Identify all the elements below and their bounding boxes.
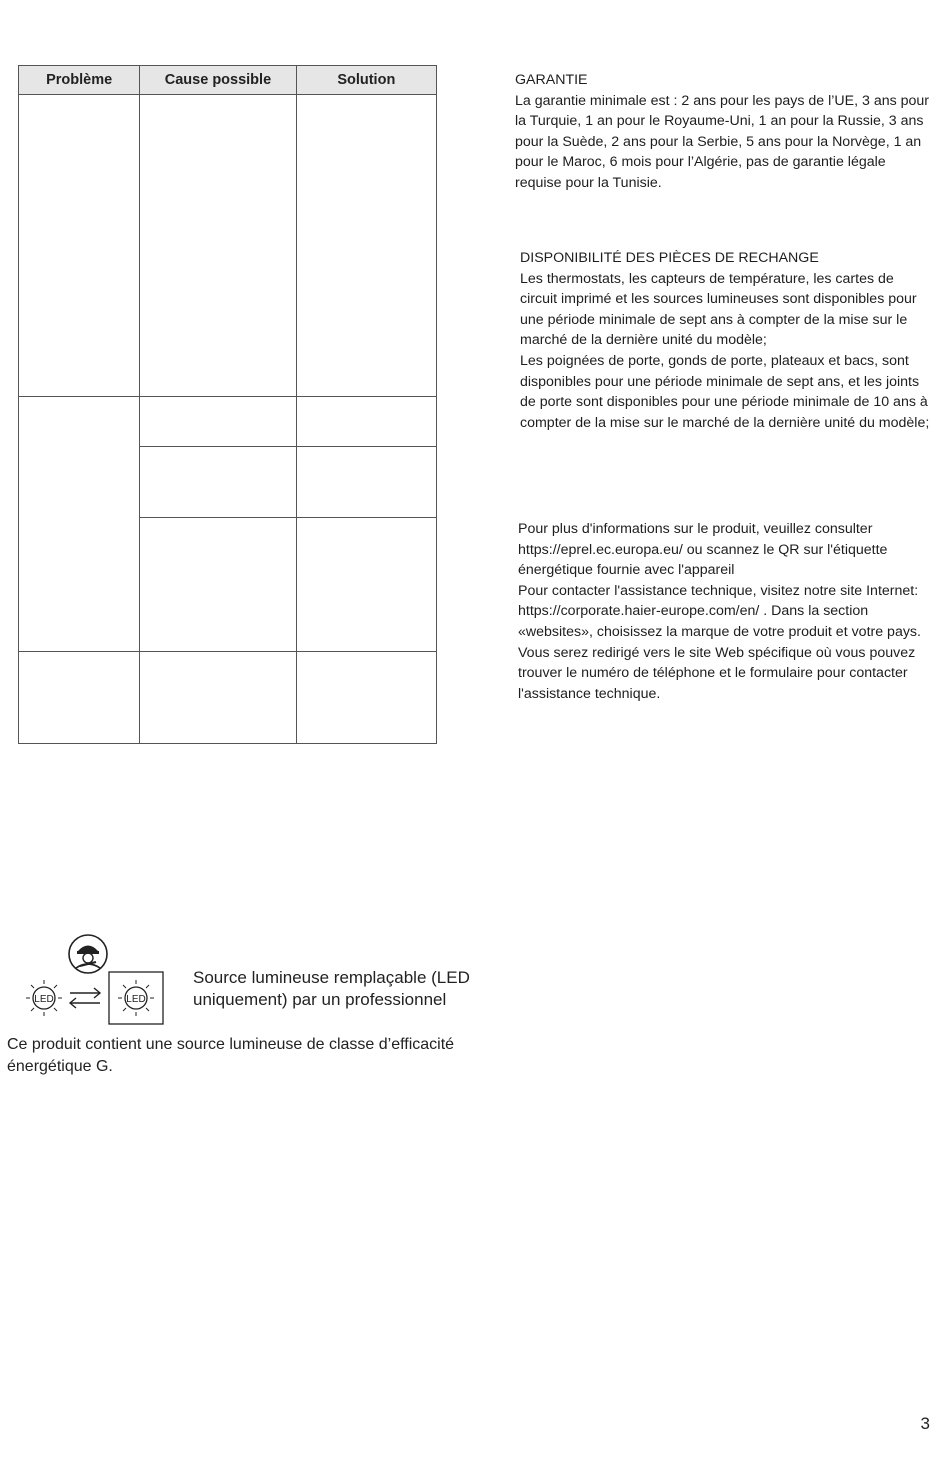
table-row — [19, 652, 437, 744]
more-info-section — [518, 519, 933, 704]
table-row — [19, 397, 437, 447]
spare-parts-paragraph: Les thermostats, les capteurs de température, les cartes de circuit imprimé et les sources lumineuses sont disponibles pour une période minimale de sept ans à compter de la mise sur le marché de la dernière unité du modèle; — [520, 270, 917, 349]
led-caption: Source lumineuse remplaçable (LED uniquement) par un professionnel — [193, 968, 470, 1009]
page-number: 3 — [920, 1414, 930, 1433]
warranty-text: La garantie minimale est : 2 ans pour les pays de l’UE, 3 ans pour la Turquie, 1 an pour le Royaume-Uni, 1 an pour la Russie, 3 ans pour la Suède, 2 ans pour la Serbie, 5 ans pour la Norvège, 1 an pour le Maroc, 6 mois pour l’Algérie, pas de garantie légale requise pour la Tunisie. — [515, 92, 930, 191]
table-cell — [19, 95, 140, 397]
table-cell — [296, 518, 436, 652]
table-cell — [296, 95, 436, 397]
header-cause-possible: Cause possible — [140, 66, 296, 95]
warranty-heading: GARANTIE — [515, 72, 588, 88]
table-row — [19, 95, 437, 397]
table-cell — [296, 447, 436, 518]
energy-class-note: Ce produit contient une source lumineuse de classe d’efficacité énergétique G. — [7, 1036, 455, 1075]
spare-parts-paragraph: Les poignées de porte, gonds de porte, plateaux et bacs, sont disponibles pour une période minimale de sept ans, et les joints de porte sont disponibles pour une période minimale de 10 ans à compter de la mise sur le marché de la dernière unité du modèle; — [520, 352, 930, 431]
svg-text:LED: LED — [34, 994, 54, 1005]
table-cell — [140, 397, 296, 447]
table-cell — [140, 447, 296, 518]
more-info-paragraph: Pour plus d'informations sur le produit, veuillez consulter https://eprel.ec.europa.eu/ ou scannez le QR sur l'étiquette énergétique fournie avec l'appareil — [518, 521, 888, 579]
led-bulb-right-icon — [109, 972, 163, 1024]
spare-parts-section — [520, 248, 930, 433]
technician-icon — [69, 935, 107, 973]
spare-parts-heading: DISPONIBILITÉ DES PIÈCES DE RECHANGE — [520, 250, 819, 266]
more-info-paragraph: Pour contacter l'assistance technique, visitez notre site Internet: https://corporate.haier-europe.com/en/ . Dans la section «websites», choisissez la marque de votre produit et votre pays. Vous serez redirigé vers le site Web spécifique où vous pouvez trouver le numéro de téléphone et le formulaire pour contacter l'assistance technique. — [518, 582, 921, 702]
warranty-section — [515, 70, 935, 194]
header-solution: Solution — [296, 66, 436, 95]
table-cell — [140, 652, 296, 744]
table-cell — [296, 652, 436, 744]
table-cell — [140, 95, 296, 397]
table-cell — [19, 652, 140, 744]
table-header-row — [19, 66, 437, 95]
troubleshooting-table — [18, 65, 437, 744]
table-cell — [140, 518, 296, 652]
header-probleme: Problème — [19, 66, 140, 95]
led-bulb-left-icon — [26, 980, 62, 1016]
svg-text:LED: LED — [126, 994, 146, 1005]
table-cell — [296, 397, 436, 447]
table-cell — [19, 397, 140, 652]
led-replacement-icon — [14, 932, 174, 1028]
swap-arrows-icon — [70, 988, 100, 1008]
